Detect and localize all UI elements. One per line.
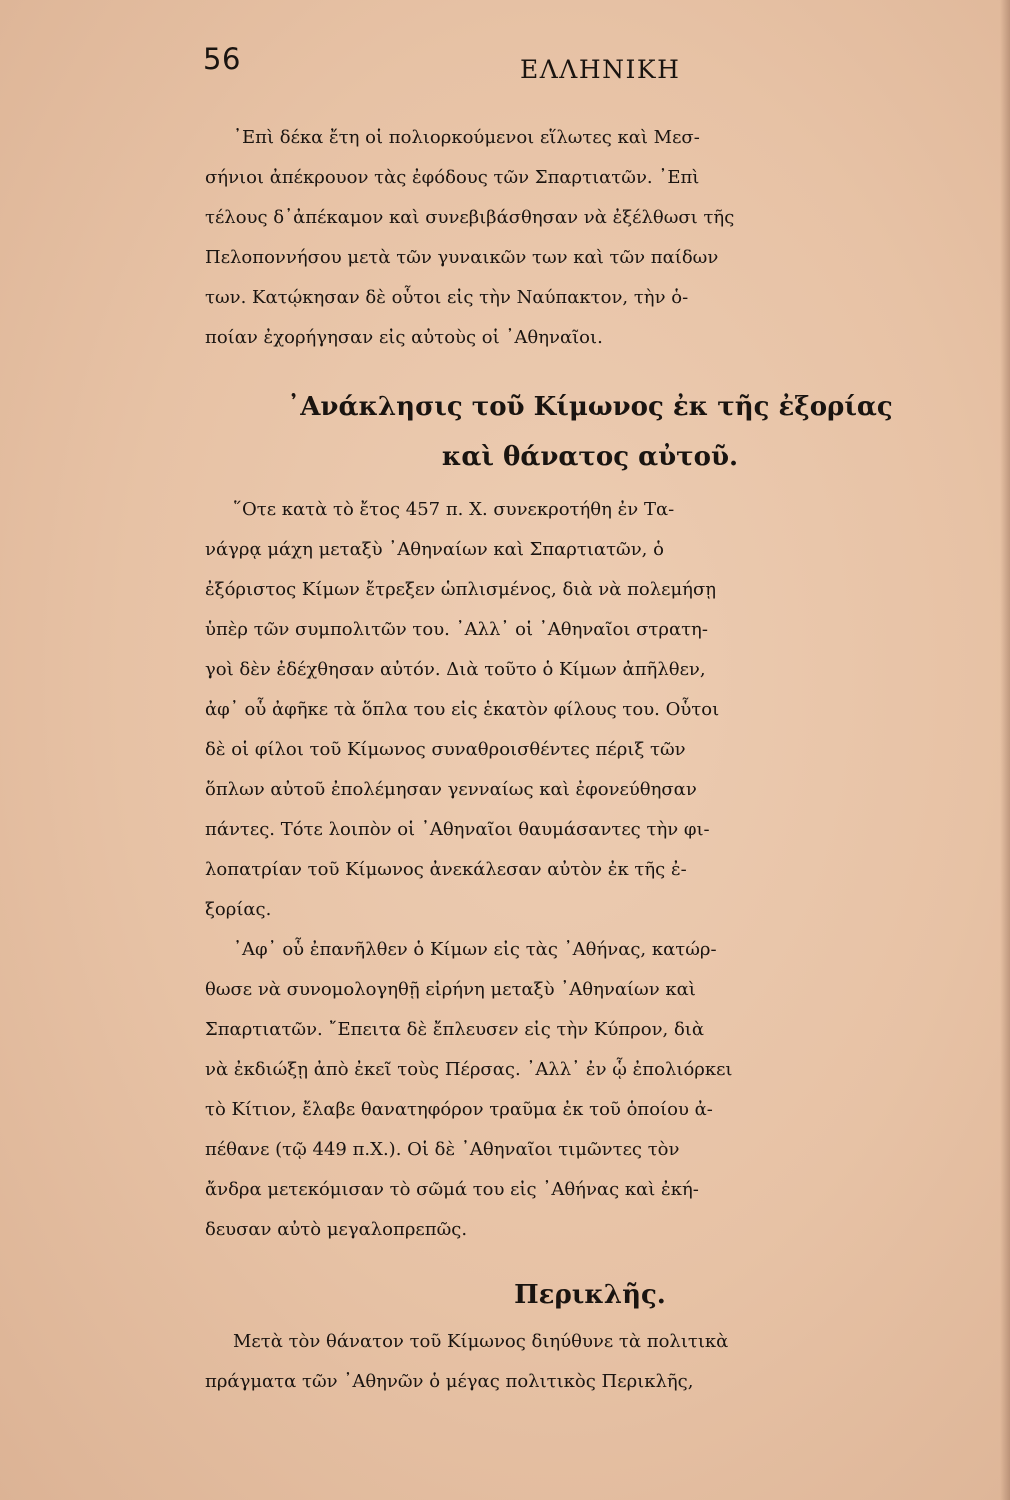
text-line: ᾿Αφ᾿ οὗ ἐπανῆλθεν ὁ Κίμων εἰς τὰς ᾿Αθήνας, κατώρ- [233, 939, 717, 960]
text-line: τὸ Κίτιον, ἔλαβε θανατηφόρον τραῦμα ἐκ τοῦ ὁποίου ἀ- [205, 1099, 713, 1120]
text-line: ἄνδρα μετεκόμισαν τὸ σῶμά του εἰς ᾿Αθήνας καὶ ἐκή- [205, 1179, 699, 1200]
text-line: ὅπλων αὐτοῦ ἐπολέμησαν γενναίως καὶ ἐφονεύθησαν [205, 779, 697, 800]
text-line: λοπατρίαν τοῦ Κίμωνος ἀνεκάλεσαν αὐτὸν ἐκ τῆς ἐ- [205, 859, 687, 880]
text-line: θωσε νὰ συνομολογηθῇ εἰρήνη μεταξὺ ᾿Αθηναίων καὶ [205, 979, 696, 1000]
text-line: Σπαρτιατῶν. ῎Επειτα δὲ ἔπλευσεν εἰς τὴν Κύπρον, διὰ [205, 1019, 704, 1040]
text-line: ὑπὲρ τῶν συμπολιτῶν του. ᾿Αλλ᾿ οἱ ᾿Αθηναῖοι στρατη- [205, 619, 708, 640]
text-line: πάντες. Τότε λοιπὸν οἱ ᾿Αθηναῖοι θαυμάσαντες τὴν φι- [205, 819, 710, 840]
text-line: σήνιοι ἀπέκρουον τὰς ἐφόδους τῶν Σπαρτιατῶν. ᾿Επὶ [205, 167, 700, 188]
paragraph-cyprus [205, 930, 1005, 1250]
text-line: γοὶ δὲν ἐδέχθησαν αὐτόν. Διὰ τοῦτο ὁ Κίμων ἀπῆλθεν, [205, 659, 706, 680]
text-line: ἀφ᾿ οὗ ἀφῆκε τὰ ὅπλα του εἰς ἑκατὸν φίλους του. Οὗτοι [205, 699, 720, 720]
page-number: 56 [203, 42, 241, 76]
section-heading-kimon-death: καὶ θάνατος αὐτοῦ. [441, 442, 739, 472]
text-line: δευσαν αὐτὸ μεγαλοπρεπῶς. [205, 1219, 468, 1240]
text-line: ῞Οτε κατὰ τὸ ἔτος 457 π. Χ. συνεκροτήθη ἐν Τα- [233, 499, 675, 520]
text-line: ἐξόριστος Κίμων ἔτρεξεν ὡπλισμένος, διὰ νὰ πολεμήσῃ [205, 579, 717, 600]
text-line: ποίαν ἐχορήγησαν εἰς αὐτοὺς οἱ ᾿Αθηναῖοι. [205, 327, 603, 348]
section-heading-kimon-recall: ᾿Ανάκλησις τοῦ Κίμωνος ἐκ τῆς ἐξορίας [287, 392, 893, 422]
text-line: των. Κατῴκησαν δὲ οὗτοι εἰς τὴν Ναύπακτον, τὴν ὁ- [205, 287, 689, 308]
text-line: πέθανε (τῷ 449 π.Χ.). Οἱ δὲ ᾿Αθηναῖοι τιμῶντες τὸν [205, 1139, 680, 1160]
text-line: ᾿Επὶ δέκα ἔτη οἱ πολιορκούμενοι εἵλωτες καὶ Μεσ- [233, 127, 700, 148]
text-line: πράγματα τῶν ᾿Αθηνῶν ὁ μέγας πολιτικὸς Περικλῆς, [205, 1371, 694, 1392]
paragraph-helots [205, 118, 1005, 358]
text-line: νάγρᾳ μάχη μεταξὺ ᾿Αθηναίων καὶ Σπαρτιατῶν, ὁ [205, 539, 664, 560]
text-line: ξορίας. [205, 899, 272, 920]
text-line: τέλους δ᾿ἀπέκαμον καὶ συνεβιβάσθησαν νὰ ἐξέλθωσι τῆς [205, 207, 735, 228]
text-line: δὲ οἱ φίλοι τοῦ Κίμωνος συναθροισθέντες πέριξ τῶν [205, 739, 686, 760]
text-line: Πελοποννήσου μετὰ τῶν γυναικῶν των καὶ τῶν παίδων [205, 247, 719, 268]
paragraph-pericles [205, 1322, 1005, 1402]
running-title: ΕΛΛΗΝΙΚΗ [520, 55, 681, 84]
paragraph-tanagra [205, 490, 1005, 930]
section-heading-pericles: Περικλῆς. [514, 1280, 666, 1310]
text-line: νὰ ἐκδιώξῃ ἀπὸ ἐκεῖ τοὺς Πέρσας. ᾿Αλλ᾿ ἐν ᾧ ἐπολιόρκει [205, 1059, 733, 1080]
text-line: Μετὰ τὸν θάνατον τοῦ Κίμωνος διηύθυνε τὰ πολιτικὰ [233, 1331, 729, 1352]
